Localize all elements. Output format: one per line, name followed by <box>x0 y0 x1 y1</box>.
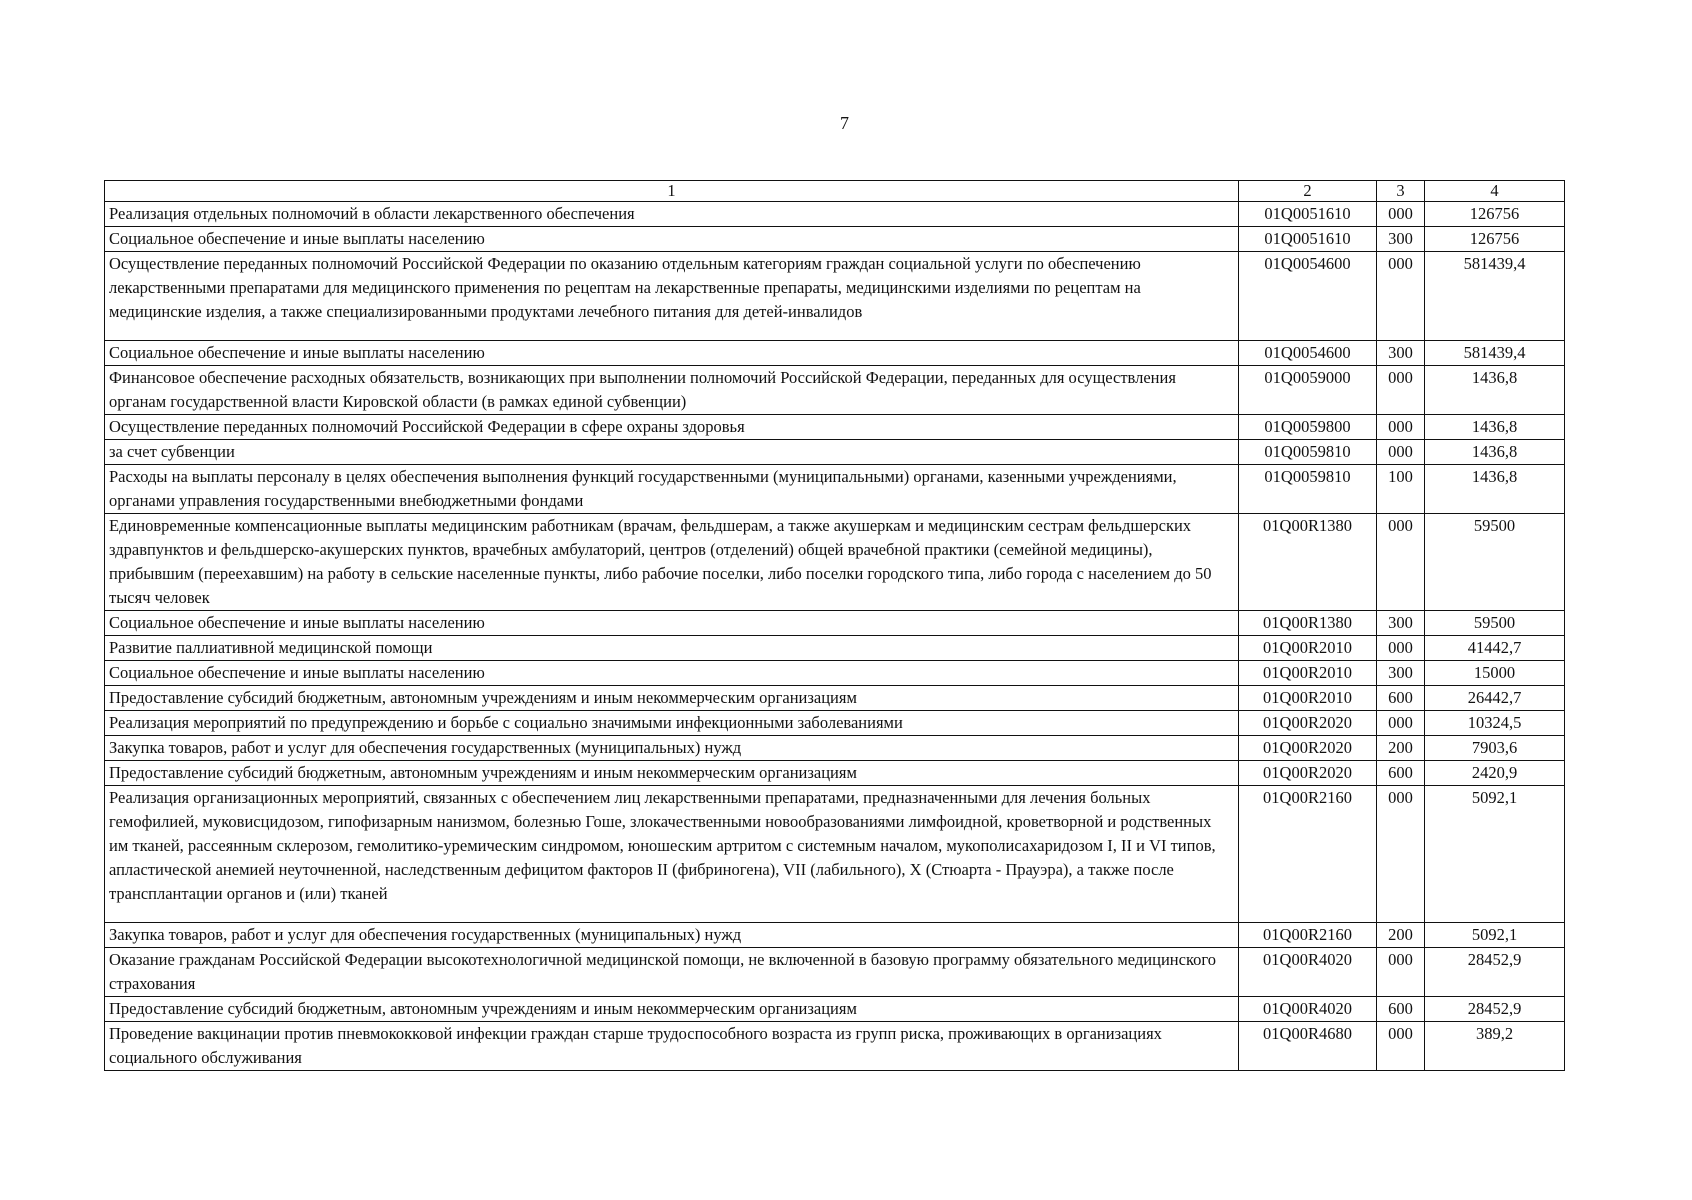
row-sum-cell: 28452,9 <box>1425 948 1565 997</box>
row-name-cell: Закупка товаров, работ и услуг для обеспечения государственных (муниципальных) нужд <box>105 736 1239 761</box>
table-row <box>105 997 1565 1022</box>
row-sum-cell: 1436,8 <box>1425 465 1565 514</box>
row-name-cell: Проведение вакцинации против пневмококковой инфекции граждан старше трудоспособного возраста из групп риска, проживающих в организациях социального обслуживания <box>105 1022 1239 1071</box>
table-row <box>105 686 1565 711</box>
row-type-cell: 000 <box>1377 252 1425 341</box>
row-type-cell: 000 <box>1377 636 1425 661</box>
row-name-cell: Предоставление субсидий бюджетным, автономным учреждениям и иным некоммерческим организациям <box>105 761 1239 786</box>
row-sum-cell: 59500 <box>1425 514 1565 611</box>
row-name-cell: Единовременные компенсационные выплаты медицинским работникам (врачам, фельдшерам, а также акушеркам и медицинским сестрам фельдшерских здравпунктов и фельдшерско-акушерских пунктов, врачебных амбулаторий, центров (отделений) общей врачебной практики (семейной медицины), прибывшим (переехавшим) на работу в сельские населенные пункты, либо рабочие поселки, либо поселки городского типа, либо города с населением до 50 тысяч человек <box>105 514 1239 611</box>
row-code-cell: 01Q00R2020 <box>1239 711 1377 736</box>
row-type-cell: 100 <box>1377 465 1425 514</box>
table-row <box>105 948 1565 997</box>
row-code-cell: 01Q00R2020 <box>1239 761 1377 786</box>
row-sum-cell: 41442,7 <box>1425 636 1565 661</box>
row-sum-cell: 126756 <box>1425 227 1565 252</box>
row-code-cell: 01Q0054600 <box>1239 252 1377 341</box>
table-row <box>105 465 1565 514</box>
table-row <box>105 661 1565 686</box>
row-type-cell: 000 <box>1377 202 1425 227</box>
row-name-cell: Оказание гражданам Российской Федерации высокотехнологичной медицинской помощи, не включенной в базовую программу обязательного медицинского страхования <box>105 948 1239 997</box>
table-row <box>105 415 1565 440</box>
row-code-cell: 01Q00R4680 <box>1239 1022 1377 1071</box>
table-row <box>105 440 1565 465</box>
table-row <box>105 786 1565 923</box>
row-type-cell: 000 <box>1377 948 1425 997</box>
row-sum-cell: 5092,1 <box>1425 923 1565 948</box>
row-code-cell: 01Q00R2160 <box>1239 786 1377 923</box>
row-sum-cell: 15000 <box>1425 661 1565 686</box>
table-body <box>105 202 1565 1071</box>
row-type-cell: 000 <box>1377 514 1425 611</box>
row-sum-cell: 59500 <box>1425 611 1565 636</box>
row-name-cell: Предоставление субсидий бюджетным, автономным учреждениям и иным некоммерческим организациям <box>105 997 1239 1022</box>
row-code-cell: 01Q0059000 <box>1239 366 1377 415</box>
row-type-cell: 000 <box>1377 366 1425 415</box>
row-code-cell: 01Q00R1380 <box>1239 514 1377 611</box>
row-sum-cell: 581439,4 <box>1425 252 1565 341</box>
row-sum-cell: 26442,7 <box>1425 686 1565 711</box>
row-type-cell: 200 <box>1377 736 1425 761</box>
row-name-cell: Осуществление переданных полномочий Российской Федерации в сфере охраны здоровья <box>105 415 1239 440</box>
row-name-cell: за счет субвенции <box>105 440 1239 465</box>
header-col-3: 3 <box>1377 181 1425 202</box>
row-code-cell: 01Q0059800 <box>1239 415 1377 440</box>
row-name-cell: Реализация мероприятий по предупреждению и борьбе с социально значимыми инфекционными заболеваниями <box>105 711 1239 736</box>
row-type-cell: 300 <box>1377 341 1425 366</box>
header-col-4: 4 <box>1425 181 1565 202</box>
row-sum-cell: 1436,8 <box>1425 440 1565 465</box>
row-type-cell: 000 <box>1377 786 1425 923</box>
row-name-cell: Развитие паллиативной медицинской помощи <box>105 636 1239 661</box>
row-name-cell: Реализация организационных мероприятий, связанных с обеспечением лиц лекарственными препаратами, предназначенными для лечения больных гемофилией, муковисцидозом, гипофизарным нанизмом, болезнью Гоше, злокачественными новообразованиями лимфоидной, кроветворной и родственных им тканей, рассеянным склерозом, гемолитико-уремическим синдромом, юношеским артритом с системным началом, мукополисахаридозом I, II и VI типов, апластической анемией неуточненной, наследственным дефицитом факторов II (фибриногена), VII (лабильного), X (Стюарта - Прауэра), а также после трансплантации органов и (или) тканей <box>105 786 1239 923</box>
table-row <box>105 636 1565 661</box>
row-code-cell: 01Q00R4020 <box>1239 948 1377 997</box>
table-row <box>105 736 1565 761</box>
row-code-cell: 01Q00R2010 <box>1239 661 1377 686</box>
header-col-2: 2 <box>1239 181 1377 202</box>
row-name-cell: Социальное обеспечение и иные выплаты населению <box>105 661 1239 686</box>
table-row <box>105 202 1565 227</box>
row-sum-cell: 5092,1 <box>1425 786 1565 923</box>
row-code-cell: 01Q00R2020 <box>1239 736 1377 761</box>
row-name-cell: Социальное обеспечение и иные выплаты населению <box>105 611 1239 636</box>
row-name-cell: Социальное обеспечение и иные выплаты населению <box>105 341 1239 366</box>
row-name-cell: Предоставление субсидий бюджетным, автономным учреждениям и иным некоммерческим организациям <box>105 686 1239 711</box>
row-type-cell: 000 <box>1377 440 1425 465</box>
row-type-cell: 000 <box>1377 711 1425 736</box>
table-row <box>105 252 1565 341</box>
header-row <box>105 181 1565 202</box>
row-type-cell: 000 <box>1377 1022 1425 1071</box>
table-row <box>105 514 1565 611</box>
row-type-cell: 200 <box>1377 923 1425 948</box>
row-sum-cell: 581439,4 <box>1425 341 1565 366</box>
row-name-cell: Закупка товаров, работ и услуг для обеспечения государственных (муниципальных) нужд <box>105 923 1239 948</box>
row-code-cell: 01Q0059810 <box>1239 440 1377 465</box>
row-sum-cell: 28452,9 <box>1425 997 1565 1022</box>
header-col-1: 1 <box>105 181 1239 202</box>
row-sum-cell: 10324,5 <box>1425 711 1565 736</box>
table-row <box>105 611 1565 636</box>
row-name-cell: Реализация отдельных полномочий в области лекарственного обеспечения <box>105 202 1239 227</box>
table-row <box>105 227 1565 252</box>
table-row <box>105 761 1565 786</box>
row-code-cell: 01Q00R4020 <box>1239 997 1377 1022</box>
row-type-cell: 600 <box>1377 997 1425 1022</box>
page-number: 7 <box>840 113 849 133</box>
row-type-cell: 600 <box>1377 761 1425 786</box>
row-sum-cell: 2420,9 <box>1425 761 1565 786</box>
row-name-cell: Социальное обеспечение и иные выплаты населению <box>105 227 1239 252</box>
row-type-cell: 600 <box>1377 686 1425 711</box>
row-name-cell: Расходы на выплаты персоналу в целях обеспечения выполнения функций государственными (муниципальными) органами, казенными учреждениями, органами управления государственными внебюджетными фондами <box>105 465 1239 514</box>
row-name-cell: Осуществление переданных полномочий Российской Федерации по оказанию отдельным категориям граждан социальной услуги по обеспечению лекарственными препаратами для медицинского применения по рецептам на лекарственные препараты, медицинскими изделиями по рецептам на медицинские изделия, а также специализированными продуктами лечебного питания для детей-инвалидов <box>105 252 1239 341</box>
row-code-cell: 01Q00R2010 <box>1239 686 1377 711</box>
row-code-cell: 01Q0054600 <box>1239 341 1377 366</box>
row-type-cell: 300 <box>1377 611 1425 636</box>
row-type-cell: 000 <box>1377 415 1425 440</box>
row-sum-cell: 7903,6 <box>1425 736 1565 761</box>
row-code-cell: 01Q0051610 <box>1239 202 1377 227</box>
table-row <box>105 923 1565 948</box>
row-type-cell: 300 <box>1377 661 1425 686</box>
budget-table <box>104 180 1565 1071</box>
table-row <box>105 366 1565 415</box>
row-code-cell: 01Q00R2160 <box>1239 923 1377 948</box>
row-sum-cell: 126756 <box>1425 202 1565 227</box>
row-code-cell: 01Q0059810 <box>1239 465 1377 514</box>
table-row <box>105 341 1565 366</box>
table-row <box>105 711 1565 736</box>
row-sum-cell: 389,2 <box>1425 1022 1565 1071</box>
row-type-cell: 300 <box>1377 227 1425 252</box>
row-code-cell: 01Q0051610 <box>1239 227 1377 252</box>
row-sum-cell: 1436,8 <box>1425 366 1565 415</box>
row-name-cell: Финансовое обеспечение расходных обязательств, возникающих при выполнении полномочий Российской Федерации, переданных для осуществления органам государственной власти Кировской области (в рамках единой субвенции) <box>105 366 1239 415</box>
table-row <box>105 1022 1565 1071</box>
row-code-cell: 01Q00R1380 <box>1239 611 1377 636</box>
row-code-cell: 01Q00R2010 <box>1239 636 1377 661</box>
row-sum-cell: 1436,8 <box>1425 415 1565 440</box>
